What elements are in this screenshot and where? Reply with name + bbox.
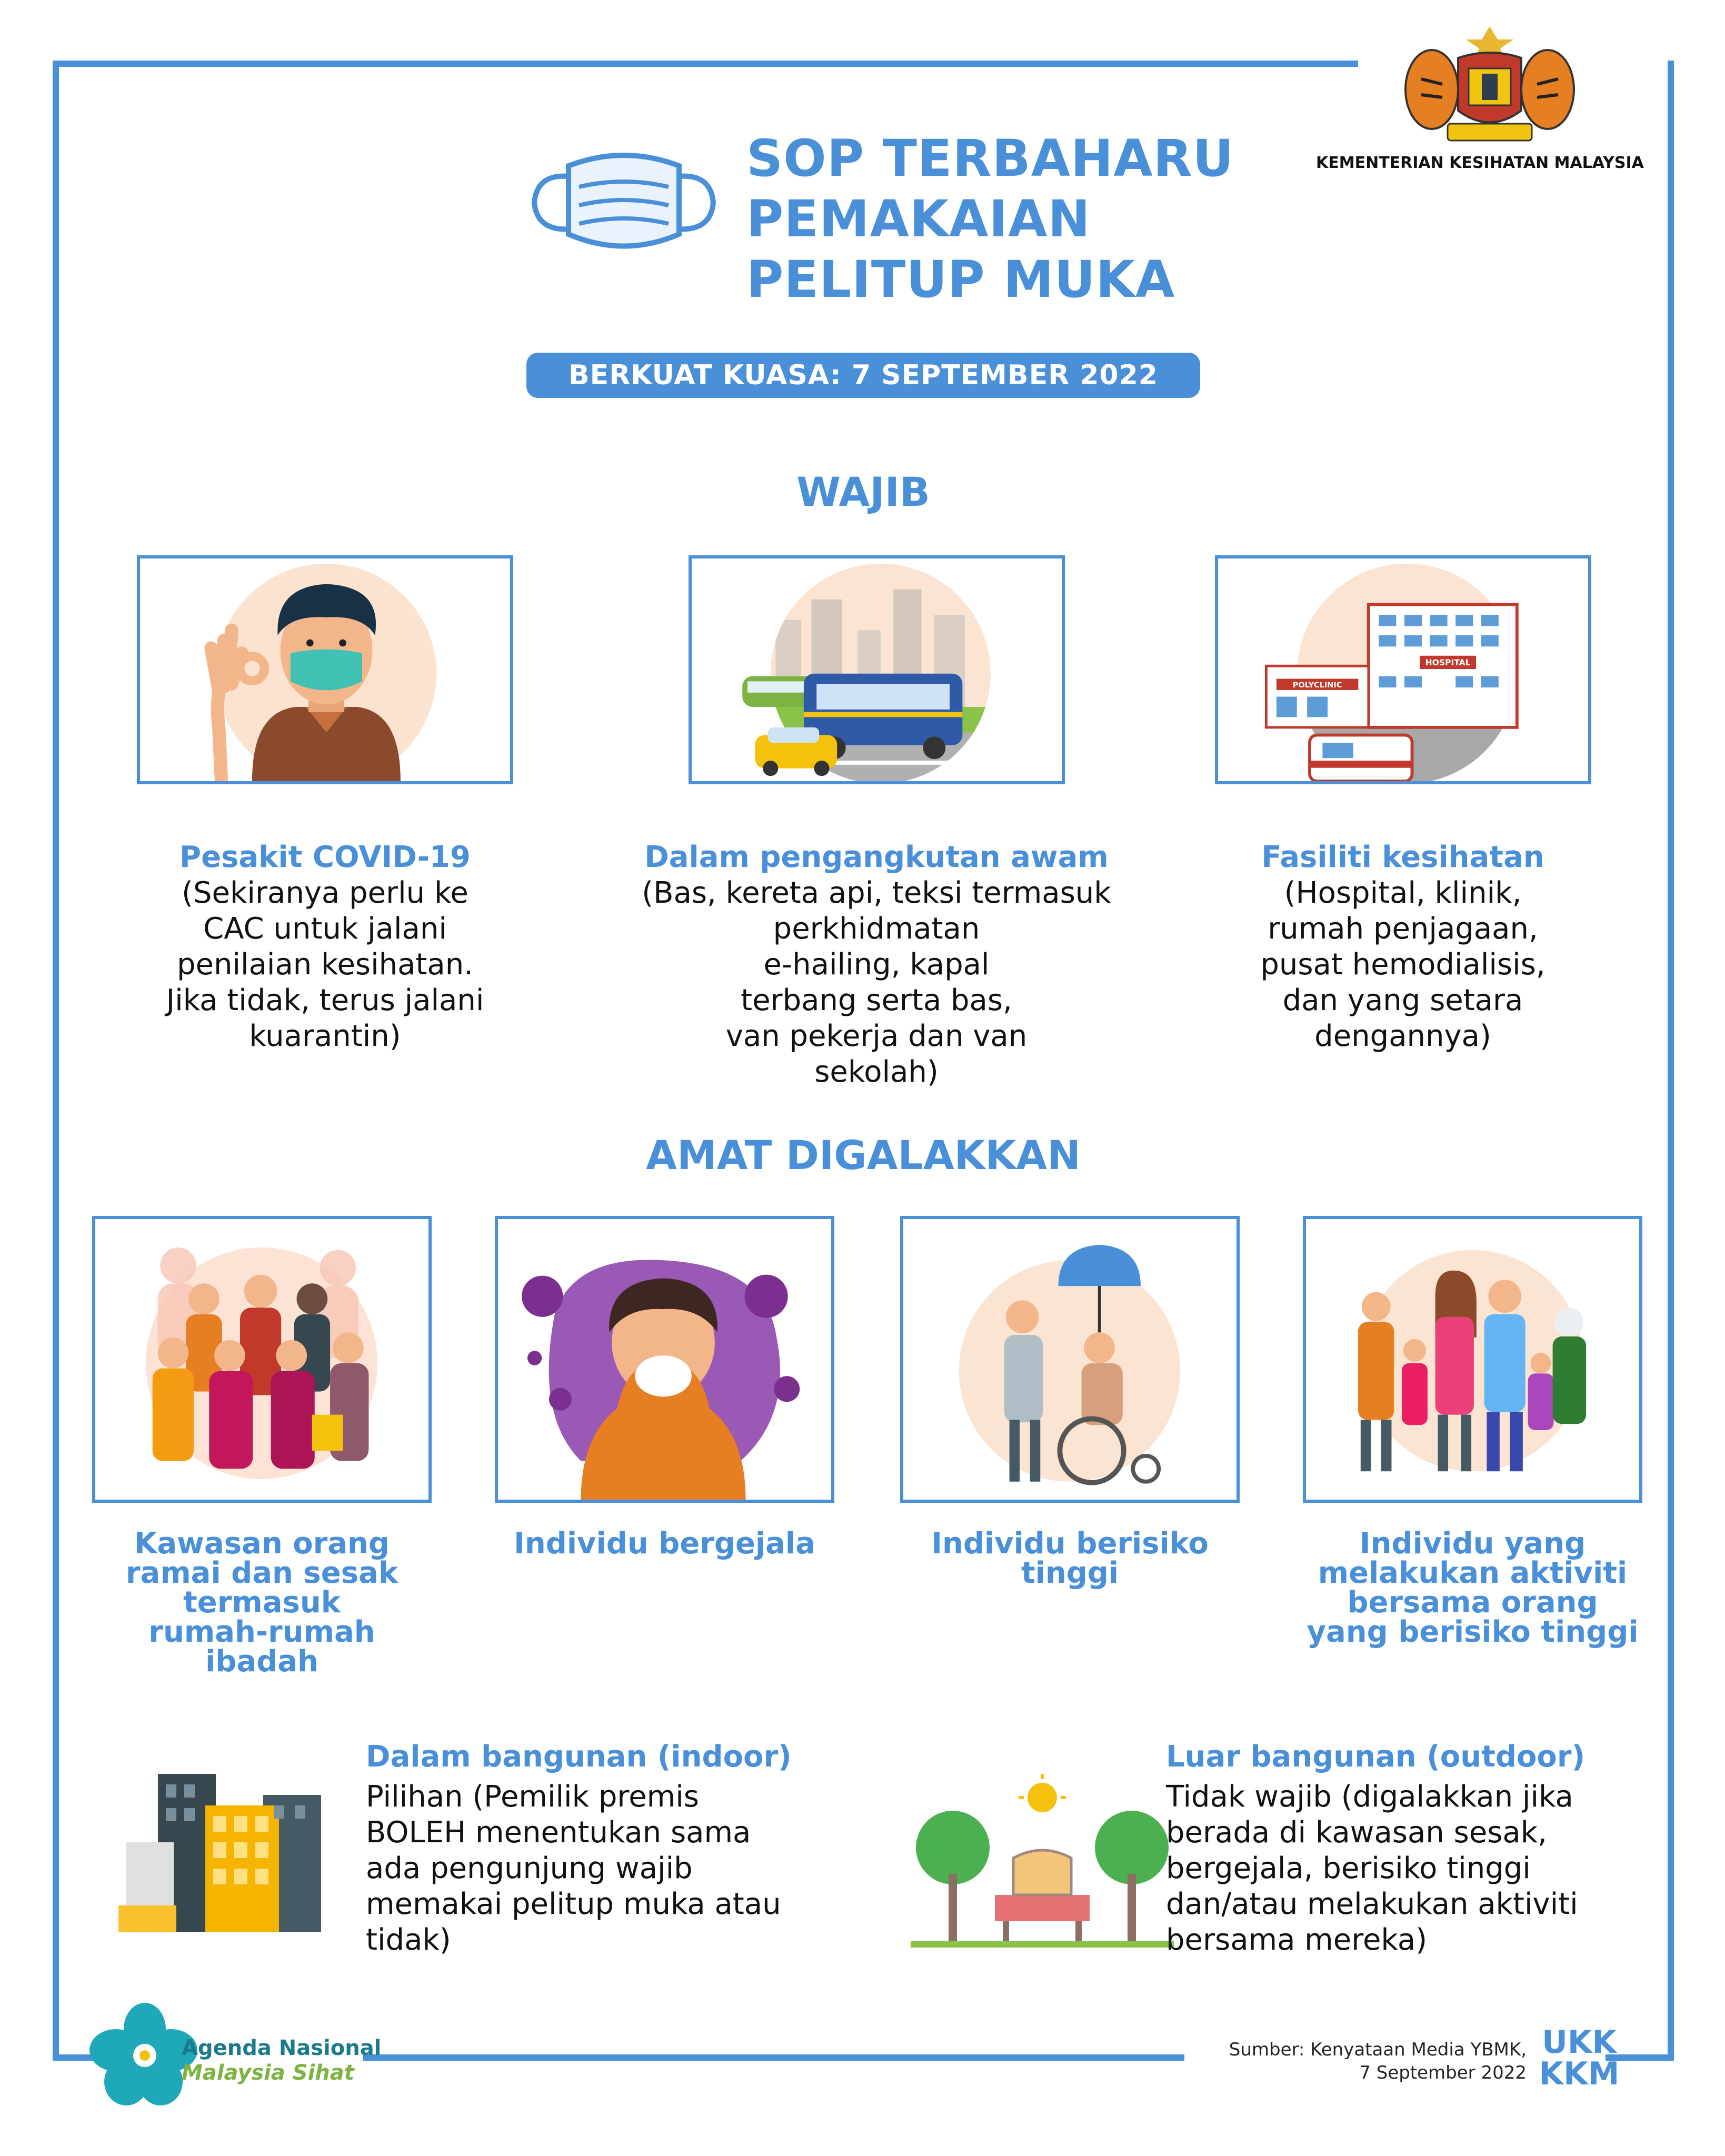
card-family <box>1303 1216 1642 1503</box>
mask-illustration <box>521 145 726 261</box>
caption-title: Dalam pengangkutan awam <box>644 840 1109 874</box>
caption-body-line: perkhidmatan <box>773 912 980 946</box>
caption-title-line: yang berisiko tinggi <box>1307 1615 1639 1649</box>
ukk-kkm-logo <box>1537 2024 1621 2095</box>
caption-body-line: sekolah) <box>814 1055 939 1089</box>
outdoor-body-line: Tidak wajib (digalakkan jika <box>1166 1780 1573 1814</box>
digalakkan-heading: AMAT DIGALAKKAN <box>646 1132 1081 1179</box>
title-line-3: PELITUP MUKA <box>746 250 1175 309</box>
agenda-line-1: Agenda Nasional <box>182 2036 382 2060</box>
indoor-title: Dalam bangunan (indoor) <box>366 1740 792 1774</box>
caption-title-line: termasuk <box>183 1585 341 1620</box>
outdoor-body-line: bersama mereka) <box>1166 1923 1428 1957</box>
frame-bottom <box>363 2054 1184 2061</box>
title-line-1: SOP TERBAHARU <box>746 129 1234 188</box>
caption-title-line: rumah-rumah <box>148 1615 375 1649</box>
caption-title-line: melakukan aktiviti <box>1318 1556 1628 1590</box>
caption-body-line: (Bas, kereta api, teksi termasuk <box>642 876 1111 910</box>
coat-of-arms-icon <box>1390 21 1590 147</box>
indoor-body-line: memakai pelitup muka atau <box>366 1887 781 1921</box>
caption-body-line: CAC untuk jalani <box>203 912 447 946</box>
ministry-name: KEMENTERIAN KESIHATAN MALAYSIA <box>1316 154 1644 172</box>
frame-right <box>1668 61 1674 2061</box>
indoor-body-line: BOLEH menentukan sama <box>366 1815 751 1850</box>
outdoor-body-line: bergejala, berisiko tinggi <box>1166 1851 1531 1885</box>
caption-family <box>1274 1526 1671 1649</box>
card-public-transport <box>689 555 1065 784</box>
bus-train-taxi-icon <box>692 558 1062 781</box>
card-health-facility <box>1215 555 1591 784</box>
caption-body-line: dengannya) <box>1314 1019 1491 1053</box>
indoor-body-line: tidak) <box>366 1923 451 1957</box>
polyclinic-sign: POLYCLINIC <box>1292 681 1342 690</box>
caption-health-facility <box>1184 840 1621 1054</box>
crowd-people-icon <box>95 1219 428 1500</box>
card-covid-patient <box>137 555 513 784</box>
title-line-2: PEMAKAIAN <box>746 189 1091 248</box>
caption-title: Fasiliti kesihatan <box>1261 840 1544 874</box>
caption-body-line: penilaian kesihatan. <box>176 947 474 982</box>
caption-covid-patient <box>105 840 545 1054</box>
caption-body-line: (Hospital, klinik, <box>1284 876 1522 910</box>
frame-left <box>53 61 59 2061</box>
hospital-ambulance-icon <box>1218 558 1588 781</box>
card-symptomatic <box>495 1216 834 1503</box>
card-crowd <box>92 1216 432 1503</box>
indoor-body-line: Pilihan (Pemilik premis <box>366 1780 699 1814</box>
outdoor-body <box>1166 1779 1640 1958</box>
patient-with-mask-icon <box>140 558 510 781</box>
kkm-line: KKM <box>1539 2055 1620 2092</box>
hospital-sign: HOSPITAL <box>1425 658 1471 668</box>
caption-body-line: Jika tidak, terus jalani <box>166 983 484 1017</box>
source-line-2: 7 September 2022 <box>1359 2062 1527 2083</box>
indoor-body-line: ada pengunjung wajib <box>366 1851 693 1885</box>
caption-body-line: terbang serta bas, <box>741 983 1012 1017</box>
caption-high-risk <box>879 1526 1261 1590</box>
caption-body-line: e-hailing, kapal <box>763 947 990 982</box>
caption-title-line: Individu bergejala <box>514 1526 815 1561</box>
caption-body-line: dan yang setara <box>1282 983 1523 1017</box>
caption-body-line: van pekerja dan van <box>725 1019 1028 1053</box>
caption-title-line: ibadah <box>205 1644 318 1679</box>
caption-title-line: ramai dan sesak <box>125 1556 398 1590</box>
face-mask-icon <box>521 145 726 261</box>
family-group-icon <box>1306 1219 1639 1500</box>
caption-title-line: Individu berisiko <box>931 1526 1209 1561</box>
frame-top <box>53 61 1358 67</box>
caption-body-line: pusat hemodialisis, <box>1260 947 1545 982</box>
indoor-illustration <box>105 1763 337 1937</box>
ministry-crest <box>1390 21 1590 147</box>
picnic-park-icon <box>911 1774 1174 1948</box>
card-high-risk <box>900 1216 1240 1503</box>
caption-title: Pesakit COVID-19 <box>180 840 471 874</box>
wajib-heading: WAJIB <box>796 468 930 515</box>
caption-symptomatic <box>474 1526 855 1561</box>
indoor-body <box>366 1779 840 1958</box>
caption-crowd <box>79 1526 445 1679</box>
caption-body-line: kuarantin) <box>249 1019 401 1053</box>
outdoor-body-line: berada di kawasan sesak, <box>1166 1815 1547 1850</box>
caption-title-line: bersama orang <box>1347 1585 1598 1620</box>
elderly-umbrella-icon <box>903 1219 1237 1500</box>
ukk-line: UKK <box>1542 2024 1617 2061</box>
caption-title-line: tinggi <box>1021 1556 1119 1590</box>
caption-body-line: (Sekiranya perlu ke <box>182 876 468 910</box>
outdoor-title: Luar bangunan (outdoor) <box>1166 1740 1586 1774</box>
outdoor-illustration <box>911 1774 1174 1948</box>
source-line-1: Sumber: Kenyataan Media YBMK, <box>1229 2039 1527 2060</box>
caption-title-line: Individu yang <box>1359 1526 1586 1561</box>
source-citation <box>1158 2038 1527 2084</box>
effective-date-badge: BERKUAT KUASA: 7 SEPTEMBER 2022 <box>526 353 1200 398</box>
sneezing-person-icon <box>498 1219 831 1500</box>
outdoor-body-line: dan/atau melakukan aktiviti <box>1166 1887 1578 1921</box>
caption-body-line: rumah penjagaan, <box>1268 912 1538 946</box>
caption-public-transport <box>595 840 1158 1090</box>
agenda-line-2: Malaysia Sihat <box>182 2061 354 2085</box>
buildings-icon <box>105 1763 337 1937</box>
caption-title-line: Kawasan orang <box>134 1526 390 1561</box>
